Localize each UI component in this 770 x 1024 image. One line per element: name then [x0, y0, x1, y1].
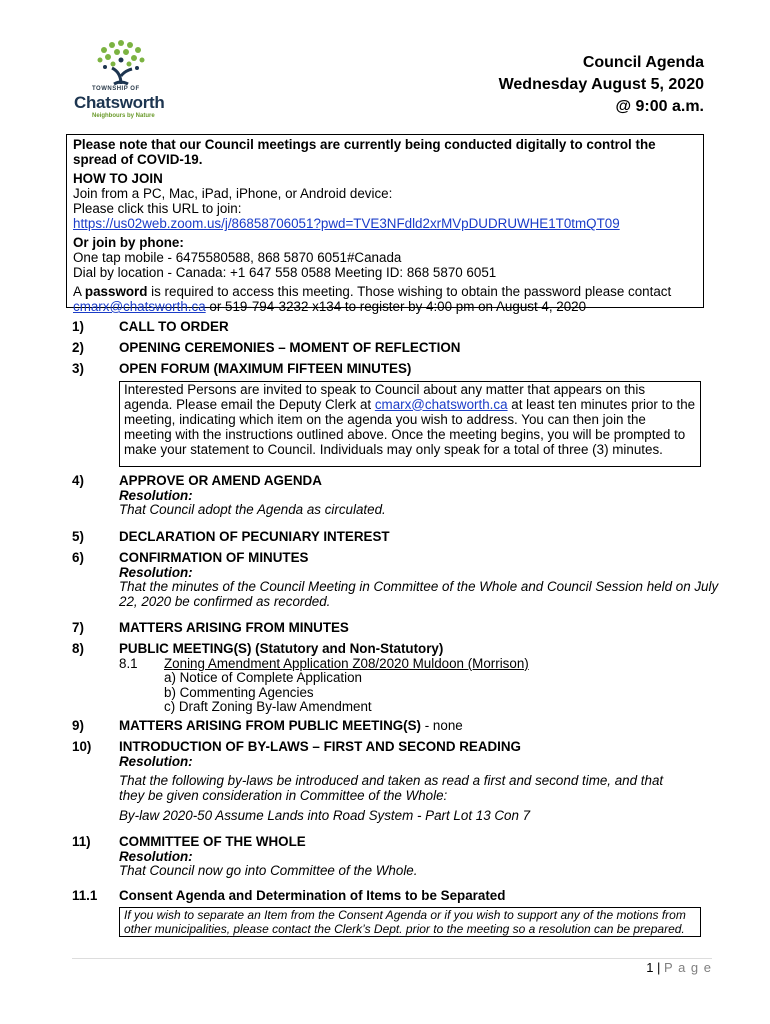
item-number: 2)	[72, 340, 84, 355]
agenda-date: Wednesday August 5, 2020	[498, 76, 704, 93]
sub-item-number: 8.1	[119, 655, 138, 671]
tree-icon	[94, 40, 152, 88]
sub-item-c: c) Draft Zoning By-law Amendment	[164, 699, 372, 714]
devices-text: Join from a PC, Mac, iPad, iPhone, or Android device:	[73, 186, 393, 201]
tap-mobile-text: One tap mobile - 6475580588, 868 5870 6051#Canada	[73, 250, 402, 265]
notice-intro: Please note that our Council meetings are currently being conducted digitally to control the spread of COVID-19.	[73, 137, 656, 167]
item-title: MATTERS ARISING FROM MINUTES	[119, 620, 349, 635]
resolution-label: Resolution:	[119, 753, 193, 769]
item-number: 6)	[72, 550, 84, 565]
footer-divider	[72, 958, 712, 959]
zoom-link[interactable]: https://us02web.zoom.us/j/86858706051?pwd=TVE3NFdld2xrMVpDUDRUWHE1T0tmQT09	[73, 216, 620, 231]
bylaw-text: By-law 2020-50 Assume Lands into Road System - Part Lot 13 Con 7	[119, 808, 531, 823]
agenda-header	[499, 52, 704, 118]
agenda-time: @ 9:00 a.m.	[615, 98, 704, 115]
resolution-text: That the following by-laws be introduced and taken as read a first and second time, and that they be given consideration in Committee of the Whole:	[119, 773, 664, 803]
or-phone-heading: Or join by phone:	[73, 235, 184, 250]
item-title: OPEN FORUM (MAXIMUM FIFTEEN MINUTES)	[119, 361, 412, 376]
click-url-text: Please click this URL to join:	[73, 201, 242, 216]
logo-township-text: TOWNSHIP OF	[92, 86, 140, 92]
how-to-join-heading: HOW TO JOIN	[73, 171, 163, 186]
item-number: 1)	[72, 319, 84, 334]
clerk-email-link[interactable]: cmarx@chatsworth.ca	[73, 299, 206, 314]
covid-notice-box	[66, 134, 704, 314]
item-number: 4)	[72, 473, 84, 488]
item-number: 11)	[72, 834, 91, 849]
resolution-label: Resolution:	[119, 487, 193, 503]
password-text: A password is required to access this meeting. Those wishing to obtain the password please contact cmarx@chatsworth.ca or 519-794-3232 x134 to register by 4:00 pm on August 4, 2020	[73, 284, 672, 314]
item-number: 7)	[72, 620, 84, 635]
resolution-text: That Council now go into Committee of the Whole.	[119, 863, 418, 878]
zoning-amendment-link[interactable]: Zoning Amendment Application Z08/2020 Muldoon (Morrison)	[164, 655, 529, 671]
page-footer	[646, 960, 712, 975]
page-number: 1	[646, 960, 654, 975]
item-number: 8)	[72, 641, 84, 656]
logo-tagline: Neighbours by Nature	[92, 113, 155, 119]
township-logo	[72, 40, 182, 120]
resolution-label: Resolution:	[119, 848, 193, 864]
item-number: 9)	[72, 718, 84, 733]
item-title: DECLARATION OF PECUNIARY INTEREST	[119, 529, 390, 544]
sub-item-a: a) Notice of Complete Application	[164, 670, 362, 685]
dial-location-text: Dial by location - Canada: +1 647 558 0588 Meeting ID: 868 5870 6051	[73, 265, 497, 280]
resolution-text: That Council adopt the Agenda as circulated.	[119, 502, 386, 517]
page-separator: |	[653, 960, 665, 975]
item-title: OPENING CEREMONIES – MOMENT OF REFLECTION	[119, 340, 461, 355]
item-title: COMMITTEE OF THE WHOLE	[119, 834, 306, 849]
item-title: CONFIRMATION OF MINUTES	[119, 550, 309, 565]
agenda-title: Council Agenda	[582, 54, 704, 71]
item-number: 3)	[72, 361, 84, 376]
deputy-clerk-email-link[interactable]: cmarx@chatsworth.ca	[374, 396, 508, 412]
resolution-text: That the minutes of the Council Meeting in Committee of the Whole and Council Session held on July 22, 2020 be confirmed as recorded.	[119, 579, 719, 609]
item-title: MATTERS ARISING FROM PUBLIC MEETING(S)	[119, 718, 422, 733]
item-number: 10)	[72, 739, 92, 754]
item-title: Consent Agenda and Determination of Items to be Separated	[119, 888, 506, 903]
logo-name-text: Chatsworth	[74, 93, 165, 112]
item-title: APPROVE OR AMEND AGENDA	[119, 473, 322, 488]
consent-agenda-box: If you wish to separate an Item from the Consent Agenda or if you wish to support any of the motions from other municipalities, please contact the Clerk’s Dept. prior to the meeting so a resolution can be prepared.	[119, 907, 701, 937]
item-suffix: - none	[421, 718, 463, 733]
item-title: CALL TO ORDER	[119, 319, 229, 334]
sub-item-b: b) Commenting Agencies	[164, 684, 314, 700]
item-number: 5)	[72, 529, 84, 544]
item-title: PUBLIC MEETING(S) (Statutory and Non-Statutory)	[119, 641, 444, 656]
item-number: 11.1	[72, 888, 98, 903]
open-forum-box: Interested Persons are invited to speak to Council about any matter that appears on this agenda. Please email the Deputy Clerk at cmarx@chatsworth.ca at least ten minutes prior to the meeting, indicating which item on the agenda you wish to address. You can then join the meeting with the instructions outlined above. Once the meeting begins, you will be prompted to make your statement to Council. Individuals may only speak for a total of three (3) minutes.	[119, 381, 701, 467]
resolution-label: Resolution:	[119, 564, 193, 580]
sub-item-8-1	[119, 657, 719, 672]
password-bold: password	[84, 284, 148, 299]
page-label: P a g e	[664, 960, 712, 975]
item-title: INTRODUCTION OF BY-LAWS – FIRST AND SECOND READING	[119, 739, 521, 754]
